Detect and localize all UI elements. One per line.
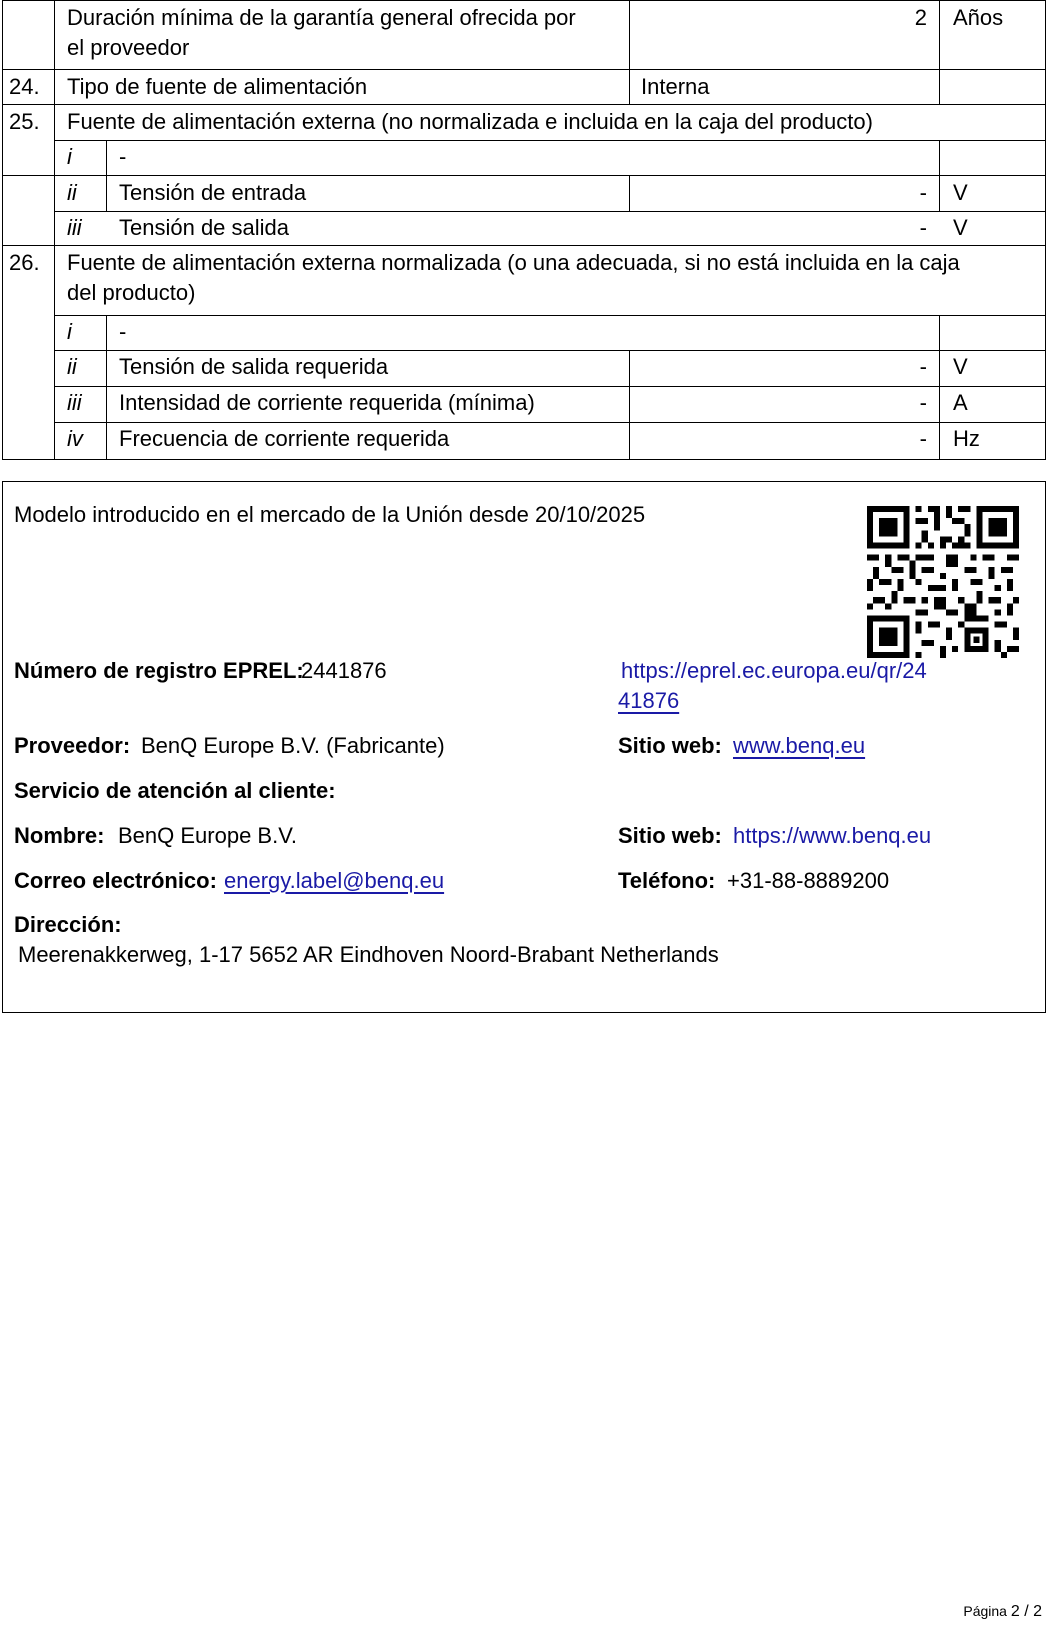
warranty-value: 2: [914, 5, 927, 30]
sub-label: -: [119, 319, 127, 344]
supplier-label: Proveedor:: [14, 733, 131, 758]
row-number: 25.: [9, 109, 40, 134]
table-row-divider: [54, 422, 1046, 423]
supplier-value: BenQ Europe B.V. (Fabricante): [141, 733, 445, 758]
address-value: Meerenakkerweg, 1-17 5652 AR Eindhoven Noord-Brabant Netherlands: [18, 942, 719, 967]
website-link[interactable]: www.benq.eu: [733, 733, 866, 758]
required-frequency-unit: Hz: [953, 426, 980, 451]
sub-index: i: [67, 319, 72, 344]
required-output-voltage-value: -: [919, 354, 927, 379]
table-col-divider: [629, 350, 630, 460]
table-col-divider: [629, 175, 630, 211]
required-current-unit: A: [953, 390, 968, 415]
table-row-divider: [54, 315, 1046, 316]
sub-index: iv: [67, 426, 83, 451]
name-value: BenQ Europe B.V.: [118, 823, 297, 848]
input-voltage-value: -: [919, 180, 927, 205]
website2-label: Sitio web:: [618, 823, 722, 848]
standard-psu-label: Fuente de alimentación externa normalizada (o una adecuada, si no está incluida en la caja: [67, 250, 960, 275]
warranty-label-cont: el proveedor: [67, 35, 190, 60]
required-output-voltage-unit: V: [953, 354, 968, 379]
table-row-divider: [54, 211, 1046, 212]
output-voltage-value: -: [919, 215, 927, 240]
page-number: [963, 1603, 1042, 1621]
name-label: Nombre:: [14, 823, 105, 848]
eprel-link-cont[interactable]: 41876: [618, 688, 680, 713]
table-row-divider: [54, 175, 1046, 176]
eprel-label: Número de registro EPREL:: [14, 658, 304, 683]
external-psu-label: Fuente de alimentación externa (no normalizada e incluida en la caja del producto): [67, 109, 873, 134]
required-current-value: -: [919, 390, 927, 415]
sub-index: ii: [67, 180, 77, 205]
website-label: Sitio web:: [618, 733, 722, 758]
required-frequency-value: -: [919, 426, 927, 451]
table-row-divider: [2, 245, 1046, 246]
output-voltage-label: Tensión de salida: [119, 215, 290, 240]
table-col-divider: [106, 315, 107, 460]
sub-index: iii: [67, 215, 82, 240]
power-supply-type-value: Interna: [641, 74, 710, 99]
page-word: Página: [963, 1603, 1007, 1619]
eprel-value: 2441876: [301, 658, 387, 683]
required-output-voltage-label: Tensión de salida requerida: [119, 354, 389, 379]
power-supply-type-label: Tipo de fuente de alimentación: [67, 74, 368, 99]
table-row-divider: [54, 350, 1046, 351]
input-voltage-unit: V: [953, 180, 968, 205]
table-row-divider: [54, 386, 1046, 387]
row-number: 26.: [9, 250, 40, 275]
qr-code-icon[interactable]: [867, 506, 1019, 658]
sub-label: -: [119, 144, 127, 169]
required-current-label: Intensidad de corriente requerida (mínima): [119, 390, 535, 415]
required-frequency-label: Frecuencia de corriente requerida: [119, 426, 450, 451]
table-col-divider: [939, 315, 940, 460]
row-number: 24.: [9, 74, 40, 99]
table-row-divider: [2, 104, 1046, 105]
table-row-divider: [54, 140, 1046, 141]
warranty-label: Duración mínima de la garantía general ofrecida por: [67, 5, 576, 30]
specs-table: [2, 0, 1046, 460]
page-num: 2 / 2: [1010, 1603, 1042, 1620]
sub-index: iii: [67, 390, 82, 415]
table-col-divider: [629, 0, 630, 104]
phone-label: Teléfono:: [618, 868, 716, 893]
phone-value: +31-88-8889200: [727, 868, 890, 893]
warranty-unit: Años: [953, 5, 1004, 30]
standard-psu-label-cont: del producto): [67, 280, 196, 305]
market-introduction-text: Modelo introducido en el mercado de la Unión desde 20/10/2025: [14, 502, 646, 527]
table-row-divider: [2, 459, 1046, 460]
output-voltage-unit: V: [953, 215, 968, 240]
sub-index: ii: [67, 354, 77, 379]
address-label: Dirección:: [14, 912, 122, 937]
website2-link[interactable]: https://www.benq.eu: [733, 823, 932, 848]
table-col-divider: [939, 0, 940, 104]
input-voltage-label: Tensión de entrada: [119, 180, 307, 205]
eprel-link[interactable]: https://eprel.ec.europa.eu/qr/24: [621, 658, 927, 683]
sub-index: i: [67, 144, 72, 169]
table-row-divider: [2, 175, 54, 176]
email-link[interactable]: energy.label@benq.eu: [224, 868, 445, 893]
email-label: Correo electrónico:: [14, 868, 217, 893]
table-row-divider: [2, 69, 1046, 70]
table-row-divider: [2, 0, 1046, 1]
customer-service-heading: Servicio de atención al cliente:: [14, 778, 336, 803]
